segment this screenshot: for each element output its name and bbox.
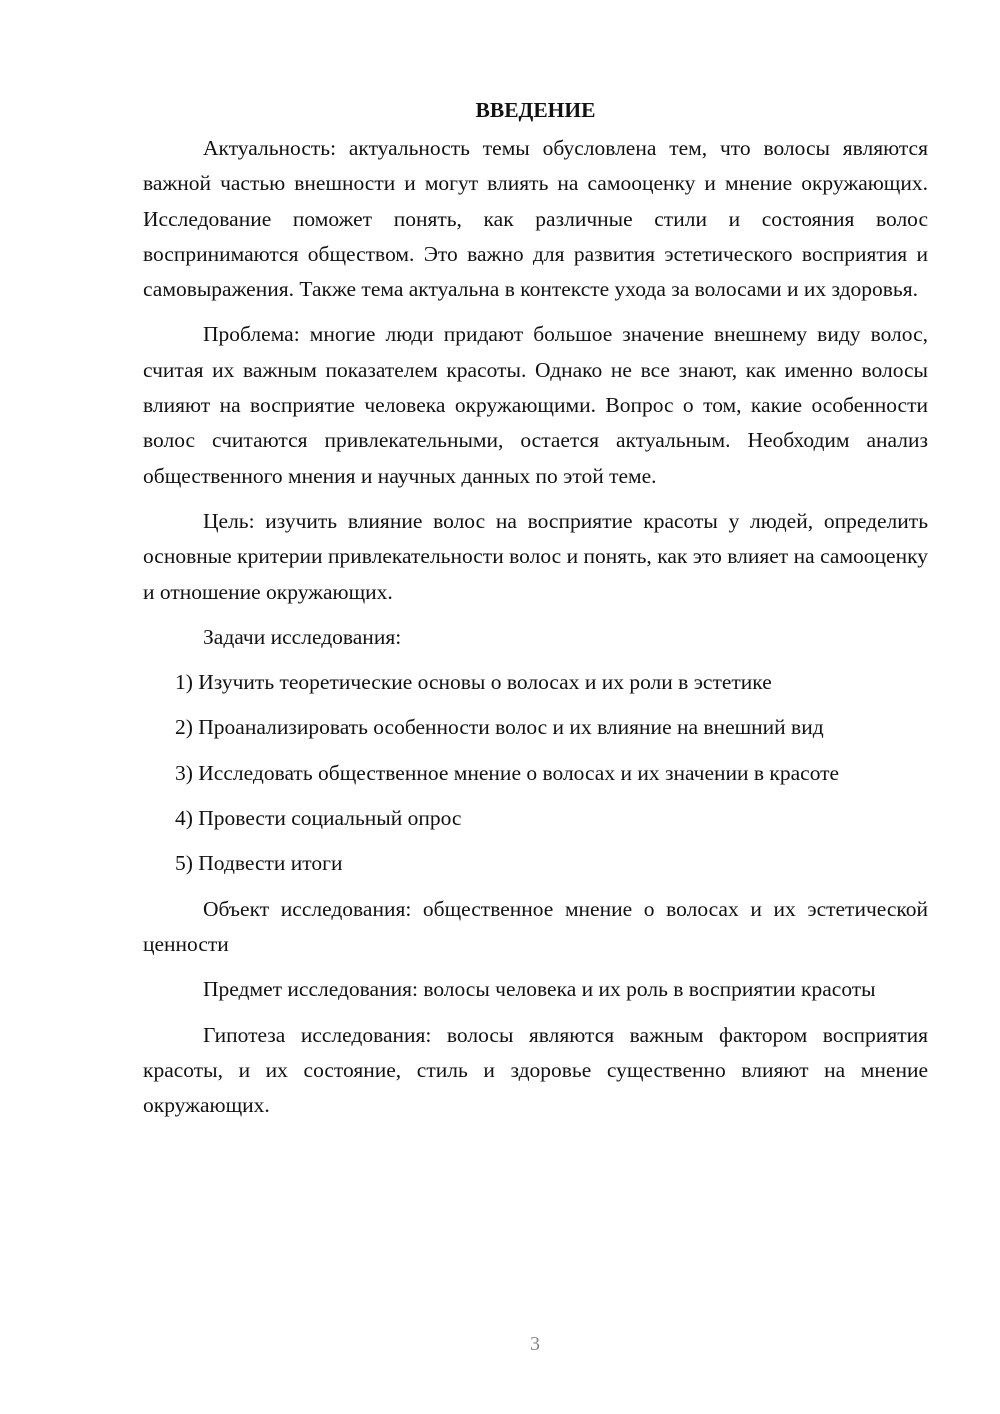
paragraph-object: Объект исследования: общественное мнение о волосах и их эстетической ценности — [143, 896, 928, 956]
task-item-1: 1) Изучить теоретические основы о волосах и их роли в эстетике — [175, 670, 772, 695]
task-item-4: 4) Провести социальный опрос — [175, 806, 462, 831]
page-content — [143, 95, 928, 1133]
task-item-5: 5) Подвести итоги — [175, 851, 343, 876]
paragraph-relevance: Актуальность: актуальность темы обусловлена тем, что волосы являются важной частью внешности и могут влиять на самооценку и мнение окружающих. Исследование поможет понять, как различные стили и состояния волос воспринимаются обществом. Это важно для развития эстетического восприятия и самовыражения. Также тема актуальна в контексте ухода за волосами и их здоровья. — [143, 136, 928, 302]
paragraph-subject: Предмет исследования: волосы человека и их роль в восприятии красоты — [203, 977, 876, 1002]
paragraph-hypothesis: Гипотеза исследования: волосы являются важным фактором восприятия красоты, и их состояние, стиль и здоровье существенно влияют на мнение окружающих. — [143, 1022, 928, 1118]
paragraph-goal: Цель: изучить влияние волос на восприятие красоты у людей, определить основные критерии привлекательности волос и понять, как это влияет на самооценку и отношение окружающих. — [143, 508, 928, 604]
task-item-3: 3) Исследовать общественное мнение о волосах и их значении в красоте — [175, 760, 840, 785]
task-item-2: 2) Проанализировать особенности волос и их влияние на внешний вид — [175, 715, 824, 740]
page-number: 3 — [530, 1333, 540, 1355]
section-heading: ВВЕДЕНИЕ — [475, 98, 596, 122]
paragraph-problem: Проблема: многие люди придают большое значение внешнему виду волос, считая их важным показателем красоты. Однако не все знают, как именно волосы влияют на восприятие человека окружающими. Вопрос о том, какие особенности волос считаются привлекательными, остается актуальным. Необходим анализ общественного мнения и научных данных по этой теме. — [143, 322, 928, 488]
paragraph-tasks-heading: Задачи исследования: — [203, 624, 402, 649]
